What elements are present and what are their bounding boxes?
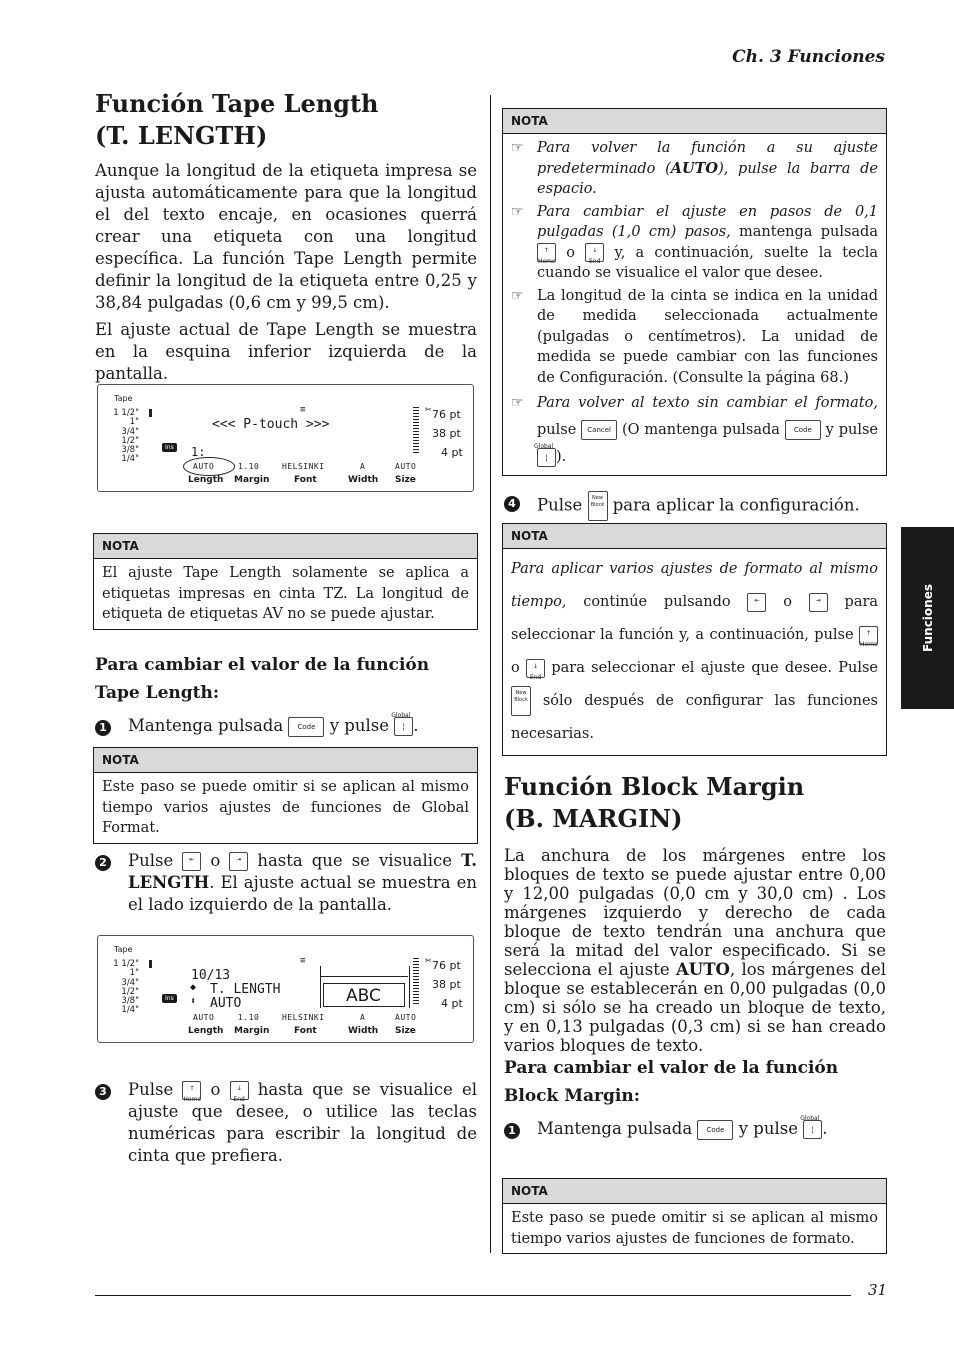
lcd-size-scale: 1 1/2" 1" 3/4" 1/2" 3/8" 1/4" (113, 408, 139, 465)
left-step-3: 3 Pulse ↑ Home o ↓ End hasta que se visualice el ajuste que desee, o utilice las teclas numéricas para escribir la longitud de cinta que prefiera. (95, 1079, 477, 1167)
lcd-cursor-bar (149, 409, 152, 417)
pointing-hand-icon: ☞ (511, 287, 524, 304)
lcd-line-1: 10/13 (191, 968, 231, 983)
step-number: 4 (504, 496, 520, 512)
tape-length-arrow-line (320, 976, 408, 977)
pointing-hand-icon: ☞ (511, 140, 524, 156)
lcd-val-margin: 1.10 (238, 462, 260, 471)
left-arrow-key: ⇤ (182, 852, 201, 871)
home-key: ↑ Home (182, 1081, 201, 1100)
nota-box-2 (93, 747, 478, 844)
tape-length-subtitle: Para cambiar el valor de la función Tape Length: (95, 655, 430, 703)
global-key: Global ¦ (537, 448, 556, 467)
align-icon: ≡ (300, 956, 306, 966)
left-section-title (95, 88, 477, 152)
nota-text: El ajuste Tape Length solamente se aplica a etiquetas impresas en cinta TZ. La longitud de etiqueta de etiquetas AV no se puede ajustar. (102, 565, 469, 622)
nota-item: ☞ La longitud de la cinta se indica en la unidad de medida seleccionada actualmente (pulgadas o centímetros). La unidad de medida se puede cambiar con las funciones de Configuración. (Consulte la página 68.) (511, 286, 878, 389)
tape-length-title-line1: Función Tape Length (95, 89, 379, 118)
nota-text: Este paso se puede omitir si se aplican al mismo tiempo varios ajustes de funciones de Global Format. (102, 779, 469, 836)
nota-item: ☞ Para volver la función a su ajuste predeterminado (AUTO), pulse la barra de espacio. (511, 138, 878, 200)
lcd-val-width: A (360, 462, 366, 471)
lcd-size-scale: 1 1/2" 1" 3/4" 1/2" 3/8" 1/4" (113, 959, 139, 1016)
scissors-icon: ✂ (425, 403, 432, 416)
lcd-val-size: AUTO (395, 1013, 417, 1022)
step-number: 3 (95, 1084, 111, 1100)
chapter-header: Ch. 3 Funciones (732, 47, 885, 67)
lcd-val-margin: 1.10 (238, 1013, 260, 1022)
new-block-key: New Block (588, 491, 608, 521)
lcd-display-1 (97, 384, 474, 492)
left-step-2: 2 Pulse ⇤ o ⇥ hasta que se visualice T. LENGTH. El ajuste actual se muestra en el lado izquierdo de la pantalla. (95, 850, 477, 916)
column-divider (490, 95, 491, 1253)
right-step-4: 4 Pulse New Block para aplicar la configuración. (504, 491, 886, 521)
lcd-tape-label: Tape (114, 394, 133, 403)
end-key: ↓ End (585, 243, 604, 262)
lcd-label-length: Length (188, 1026, 224, 1036)
lcd-main-text: <<< P-touch >>> (212, 417, 330, 432)
nota-box-4: NOTA Para aplicar varios ajustes de formato al mismo tiempo, continúe pulsando ⇤ o ⇥ para seleccionar la función y, a continuación, pulse ↑ Home o ↓ End para seleccionar el ajuste que desee. Pulse New Block sólo después de configurar las funciones necesarias. (502, 523, 887, 756)
end-key: ↓ End (526, 659, 545, 678)
cancel-key: Cancel (581, 420, 617, 440)
lcd-val-length: AUTO (193, 1013, 215, 1022)
nota-header: NOTA (503, 1179, 886, 1204)
lcd-point-sizes: 76 pt 38 pt 4 pt (432, 959, 463, 1010)
lcd-val-width: A (360, 1013, 366, 1022)
step-number: 1 (95, 720, 111, 736)
code-key: Code (697, 1120, 733, 1140)
lcd-tape-label: Tape (114, 945, 133, 954)
global-key: Global ¦ (803, 1120, 822, 1139)
lcd-line-3: AUTO (210, 996, 242, 1011)
tape-length-intro (95, 160, 477, 385)
lcd-display-2 (97, 935, 474, 1043)
right-arrow-key: ⇥ (229, 852, 248, 871)
align-icon: ≡ (300, 405, 306, 415)
lcd-val-length: AUTO (193, 462, 215, 471)
lcd-val-font: HELSINKI (282, 462, 325, 471)
up-down-arrows-icon: ⬍ (190, 996, 197, 1007)
nota-box-1 (93, 533, 478, 630)
lcd-label-font: Font (294, 1026, 317, 1036)
lcd-level-bars (413, 407, 419, 455)
tape-length-title-line2: (T. LENGTH) (95, 121, 268, 150)
nota-box-3 (502, 108, 887, 476)
block-margin-subtitle: Para cambiar el valor de la función Block Margin: (504, 1058, 839, 1106)
code-key: Code (288, 717, 324, 737)
step-number: 1 (504, 1123, 520, 1139)
block-margin-title-line1: Función Block Margin (504, 772, 805, 801)
pointing-hand-icon: ☞ (511, 203, 524, 220)
block-margin-intro: La anchura de los márgenes entre los bloques de texto se puede ajustar entre 0,00 y 12,00 pulgadas (0,0 cm y 30,0 cm) . Los márgenes izquierdo y derecho de cada bloque de texto tendrán una anchura que será la mitad del valor especificado. Si se selecciona el ajuste AUTO, los márgenes del bloque se establecerán en 0,00 pulgadas (0,0 cm) si sólo se ha creado un bloque de texto, y en 0,13 pulgadas (0,3 cm) si se han creado varios bloques de texto. (504, 846, 886, 1055)
lcd-cursor-bar (149, 960, 152, 968)
ins-indicator: Ins (162, 994, 177, 1003)
lcd-label-width: Width (348, 1026, 379, 1036)
intro-paragraph-2: El ajuste actual de Tape Length se muestra en la esquina inferior izquierda de la pantalla. (95, 320, 477, 383)
nota-header: NOTA (94, 534, 477, 559)
lcd-label-size: Size (395, 475, 416, 485)
code-key: Code (785, 420, 821, 440)
page-number: 31 (868, 1281, 888, 1299)
nota-box-5 (502, 1178, 887, 1254)
right-arrow-key: ⇥ (809, 593, 828, 612)
lcd-level-bars (413, 958, 419, 1006)
new-block-key: New Block (511, 686, 531, 716)
scissors-icon: ✂ (425, 954, 432, 967)
lcd-line-number: 1: (191, 445, 206, 459)
lcd-label-size: Size (395, 1026, 416, 1036)
nota-item: ☞ Para cambiar el ajuste en pasos de 0,1 pulgadas (1,0 cm) pasos, mantenga pulsada ↑ Home o ↓ End y, a continuación, suelte la tecla cuando se visualice el valor que desee. (511, 202, 878, 284)
right-step-1: 1 Mantenga pulsada Code y pulse Global ¦ . (504, 1118, 886, 1140)
block-margin-title-line2: (B. MARGIN) (504, 804, 683, 833)
lcd-line-2: T. LENGTH (210, 982, 281, 997)
nota-text: Este paso se puede omitir si se aplican al mismo tiempo varios ajustes de funciones de formato. (511, 1210, 878, 1247)
left-right-arrows-icon: ◆ (190, 982, 197, 993)
lcd-label-margin: Margin (234, 1026, 270, 1036)
home-key: ↑ Home (537, 243, 556, 262)
left-arrow-key: ⇤ (747, 593, 766, 612)
nota-header: NOTA (503, 524, 886, 549)
side-tab (901, 527, 954, 709)
global-key: Global ¦ (394, 717, 413, 736)
pointing-hand-icon: ☞ (511, 395, 524, 411)
ins-indicator: Ins (162, 443, 177, 452)
home-key: ↑ Home (859, 626, 878, 645)
nota-header: NOTA (503, 109, 886, 134)
footer-rule (95, 1295, 851, 1296)
lcd-label-margin: Margin (234, 475, 270, 485)
lcd-label-font: Font (294, 475, 317, 485)
intro-paragraph-1: Aunque la longitud de la etiqueta impresa se ajusta automáticamente para que la longitud el del texto encaje, en ocasiones querrá crear una etiqueta con una longitud específica. La función Tape Length permite definir la longitud de la etiqueta entre 0,25 y 38,84 pulgadas (0,6 cm y 99,5 cm). (95, 161, 477, 312)
lcd-label-width: Width (348, 475, 379, 485)
step-number: 2 (95, 855, 111, 871)
lcd-point-sizes: 76 pt 38 pt 4 pt (432, 408, 463, 459)
lcd-val-size: AUTO (395, 462, 417, 471)
lcd-val-font: HELSINKI (282, 1013, 325, 1022)
nota-header: NOTA (94, 748, 477, 773)
side-tab-label: Funciones (920, 584, 935, 652)
label-preview: ABC (323, 983, 405, 1007)
end-key: ↓ End (230, 1081, 249, 1100)
left-step-1: 1 Mantenga pulsada Code y pulse Global ¦ . (95, 715, 477, 737)
lcd-label-length: Length (188, 475, 224, 485)
nota-item: ☞ Para volver al texto sin cambiar el formato, pulse Cancel (O mantenga pulsada Code y pulse Global ¦ ). (511, 390, 878, 471)
right-section-title (504, 771, 886, 835)
